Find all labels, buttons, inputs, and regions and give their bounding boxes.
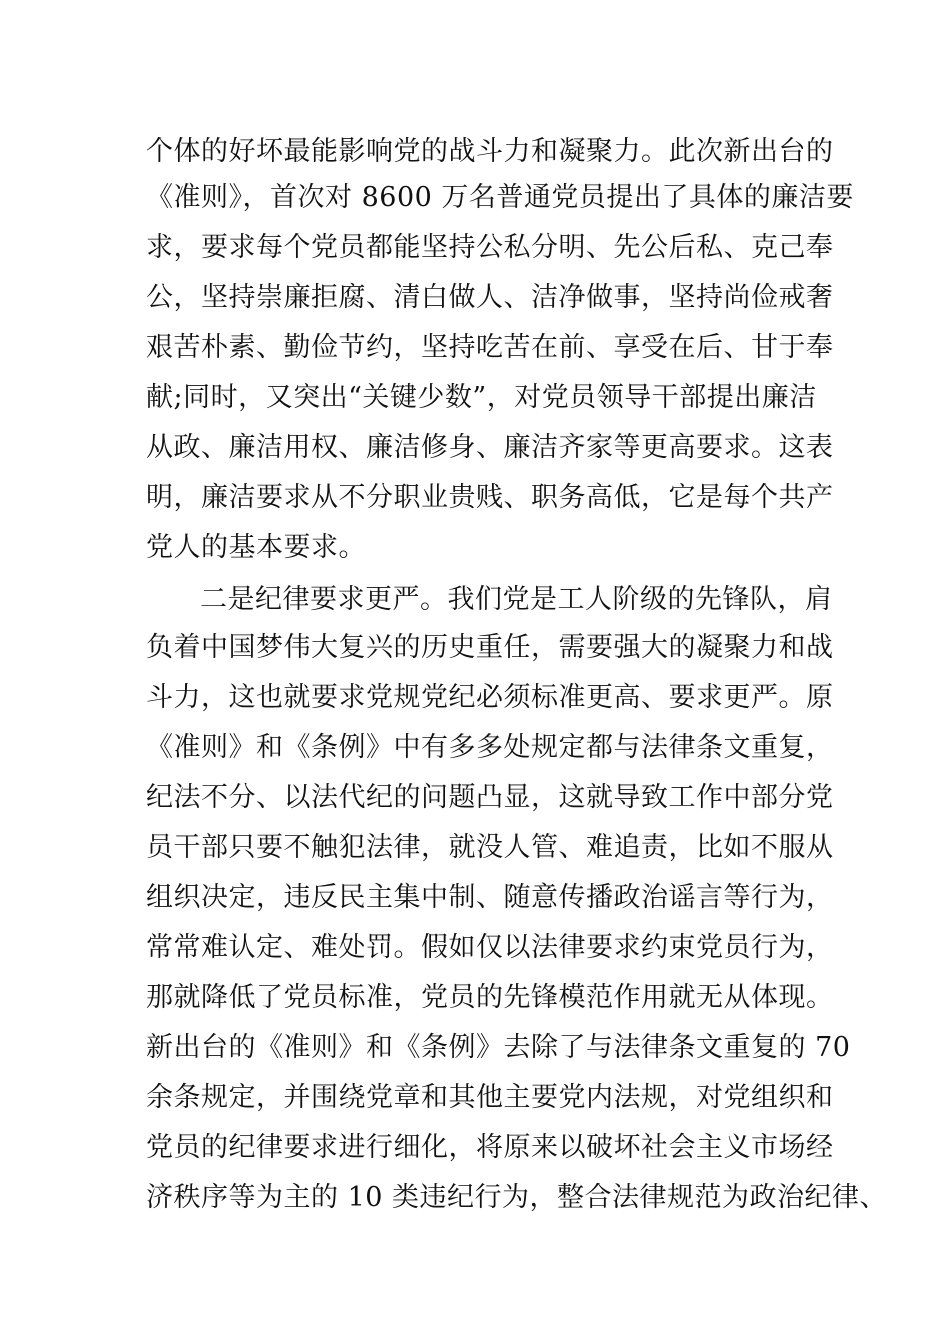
text-line-18: 那就降低了党员标准，党员的先锋模范作用就无从体现。 <box>146 982 834 1013</box>
text-line-7: 从政、廉洁用权、廉洁修身、廉洁齐家等更高要求。这表 <box>146 432 834 463</box>
text-line-4: 公，坚持崇廉拒腐、清白做人、洁净做事，坚持尚俭戒奢 <box>146 282 834 313</box>
text-line-17: 常常难认定、难处罚。假如仅以法律要求约束党员行为， <box>146 932 834 963</box>
text-line-12: 斗力，这也就要求党规党纪必须标准更高、要求更严。原 <box>146 682 834 713</box>
paragraph-2-start: 二是纪律要求更严。我们党是工人阶级的先锋队，肩 <box>200 584 833 615</box>
text-line-11: 负着中国梦伟大复兴的历史重任，需要强大的凝聚力和战 <box>146 632 834 663</box>
text-line-13: 《准则》和《条例》中有多多处规定都与法律条文重复， <box>146 732 834 763</box>
text-line-20: 余条规定，并围绕党章和其他主要党内法规，对党组织和 <box>146 1082 834 1113</box>
text-line-2: 《准则》，首次对 8600 万名普通党员提出了具体的廉洁要 <box>146 182 854 213</box>
text-line-21: 党员的纪律要求进行细化，将原来以破坏社会主义市场经 <box>146 1132 834 1163</box>
text-line-3: 求，要求每个党员都能坚持公私分明、先公后私、克己奉 <box>146 232 834 263</box>
text-line-14: 纪法不分、以法代纪的问题凸显，这就导致工作中部分党 <box>146 782 834 813</box>
text-line-8: 明，廉洁要求从不分职业贵贱、职务高低，它是每个共产 <box>146 482 834 513</box>
text-line-1: 个体的好坏最能影响党的战斗力和凝聚力。此次新出台的 <box>146 136 834 167</box>
text-line-15: 员干部只要不触犯法律，就没人管、难追责，比如不服从 <box>146 832 834 863</box>
text-line-22: 济秩序等为主的 10 类违纪行为，整合法律规范为政治纪律、 <box>146 1182 888 1213</box>
text-line-5: 艰苦朴素、勤俭节约，坚持吃苦在前、享受在后、甘于奉 <box>146 332 834 363</box>
text-line-6: 献;同时，又突出“关键少数”，对党员领导干部提出廉洁 <box>146 382 817 413</box>
text-line-9: 党人的基本要求。 <box>146 532 366 563</box>
text-line-19: 新出台的《准则》和《条例》去除了与法律条文重复的 70 <box>146 1032 851 1063</box>
text-line-16: 组织决定，违反民主集中制、随意传播政治谣言等行为， <box>146 882 834 913</box>
